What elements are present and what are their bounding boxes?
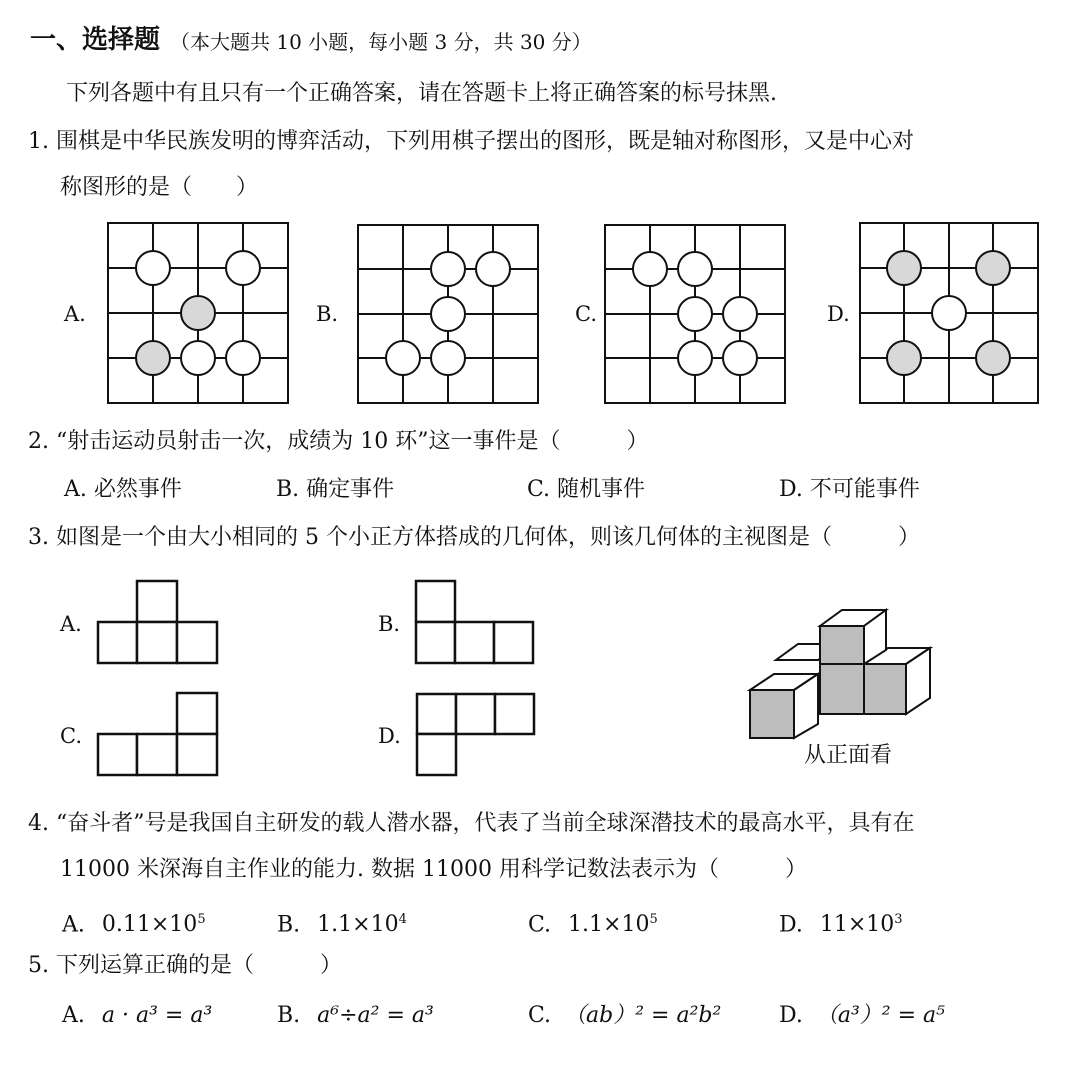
go-stone (431, 341, 465, 375)
q3-solid-figure (748, 598, 938, 740)
q4-stem-line2: 11000 米深海自主作业的能力. 数据 11000 用科学记数法表示为（ ） (60, 857, 807, 882)
go-stone (932, 296, 966, 330)
go-stone (976, 251, 1010, 285)
go-stone (887, 341, 921, 375)
q2-option-c: C. 随机事件 (527, 477, 646, 502)
go-stone (723, 341, 757, 375)
q4-option-a-label: A. (62, 912, 85, 938)
q4-option-d-exp: 3 (894, 912, 903, 927)
cube-face (820, 626, 864, 664)
q4-option-b (277, 906, 407, 939)
q3-figure-caption: 从正面看 (804, 743, 893, 768)
q4-option-c-base: 1.1×10 (568, 912, 650, 938)
q4-option-b-label: B. (277, 912, 301, 938)
q3-view-c (97, 692, 219, 776)
go-stone (476, 252, 510, 286)
go-stone (678, 341, 712, 375)
q4-stem-line1: 4. “奋斗者”号是我国自主研发的载人潜水器，代表了当前全球深潜技术的最高水平，具有在 (28, 811, 915, 836)
q5-option-d-label: D. (779, 1003, 803, 1028)
go-stone (181, 341, 215, 375)
q5-option-c (528, 1002, 721, 1030)
q1-stem-line1: 1. 围棋是中华民族发明的博弈活动，下列用棋子摆出的图形，既是轴对称图形，又是中心对 (28, 129, 914, 154)
q3-view-d (416, 693, 536, 777)
q4-option-c (528, 906, 658, 939)
q4-option-c-label: C. (528, 912, 552, 938)
go-stone (678, 297, 712, 331)
go-stone (723, 297, 757, 331)
q4-option-d (779, 906, 903, 939)
go-stone (136, 341, 170, 375)
q4-option-d-label: D. (779, 912, 803, 938)
q1-option-b-label: B. (316, 302, 339, 326)
q1-option-a-label: A. (64, 302, 86, 326)
q5-option-a-label: A. (62, 1003, 85, 1028)
go-stone (431, 297, 465, 331)
q1-option-d-label: D. (827, 302, 850, 326)
go-stone (136, 251, 170, 285)
q4-option-b-base: 1.1×10 (317, 912, 399, 938)
q3-option-b-label: B. (378, 612, 401, 636)
q2-option-a: A. 必然事件 (64, 477, 182, 502)
q5-stem: 5. 下列运算正确的是（ ） (28, 953, 342, 978)
cube-face (820, 664, 864, 714)
q3-view-b (415, 580, 535, 664)
q1-stem-line2: 称图形的是（ ） (60, 175, 259, 200)
q3-option-d-label: D. (378, 724, 401, 748)
q3-stem: 3. 如图是一个由大小相同的 5 个小正方体搭成的几何体，则该几何体的主视图是（ ） (28, 525, 920, 550)
section-note: （本大题共 10 小题，每小题 3 分，共 30 分） (170, 30, 592, 54)
go-stone (226, 341, 260, 375)
q5-option-c-label: C. (528, 1003, 552, 1028)
q3-option-a-label: A. (60, 612, 82, 636)
go-stone (226, 251, 260, 285)
q4-option-b-exp: 4 (398, 912, 407, 927)
q5-option-d (779, 1002, 945, 1030)
q5-option-b-expr: a⁶÷a² = a³ (317, 1003, 434, 1028)
go-stone (887, 251, 921, 285)
q5-option-c-expr: （ab）² = a²b² (564, 1003, 722, 1028)
q1-board-c (604, 224, 786, 404)
q3-view-a (97, 580, 219, 664)
q5-option-b-label: B. (277, 1003, 301, 1028)
q2-option-b: B. 确定事件 (276, 477, 395, 502)
q1-option-c-label: C. (575, 302, 597, 326)
q5-option-a-expr: a · a³ = a³ (101, 1003, 213, 1028)
q1-board-d (859, 222, 1039, 404)
q4-option-a (62, 906, 206, 939)
go-stone (181, 296, 215, 330)
q1-board-b (357, 224, 539, 404)
cube-face (750, 690, 794, 738)
go-stone (976, 341, 1010, 375)
go-stone (431, 252, 465, 286)
q4-option-d-base: 11×10 (819, 912, 895, 938)
section-title: 一、选择题 (30, 25, 161, 55)
q5-option-a (62, 1002, 212, 1030)
section-instruction: 下列各题中有且只有一个正确答案，请在答题卡上将正确答案的标号抹黑. (66, 81, 777, 106)
cube-face (864, 664, 906, 714)
q4-option-a-base: 0.11×10 (101, 912, 198, 938)
q5-option-d-expr: （a³）² = a⁵ (815, 1003, 945, 1028)
q5-option-b (277, 1002, 434, 1030)
q3-option-c-label: C. (60, 724, 82, 748)
q2-option-d: D. 不可能事件 (779, 477, 920, 502)
q4-option-a-exp: 5 (197, 912, 206, 927)
go-stone (386, 341, 420, 375)
q1-board-a (107, 222, 289, 404)
q4-option-c-exp: 5 (649, 912, 658, 927)
go-stone (678, 252, 712, 286)
go-stone (633, 252, 667, 286)
q2-stem: 2. “射击运动员射击一次，成绩为 10 环”这一事件是（ ） (28, 429, 649, 454)
